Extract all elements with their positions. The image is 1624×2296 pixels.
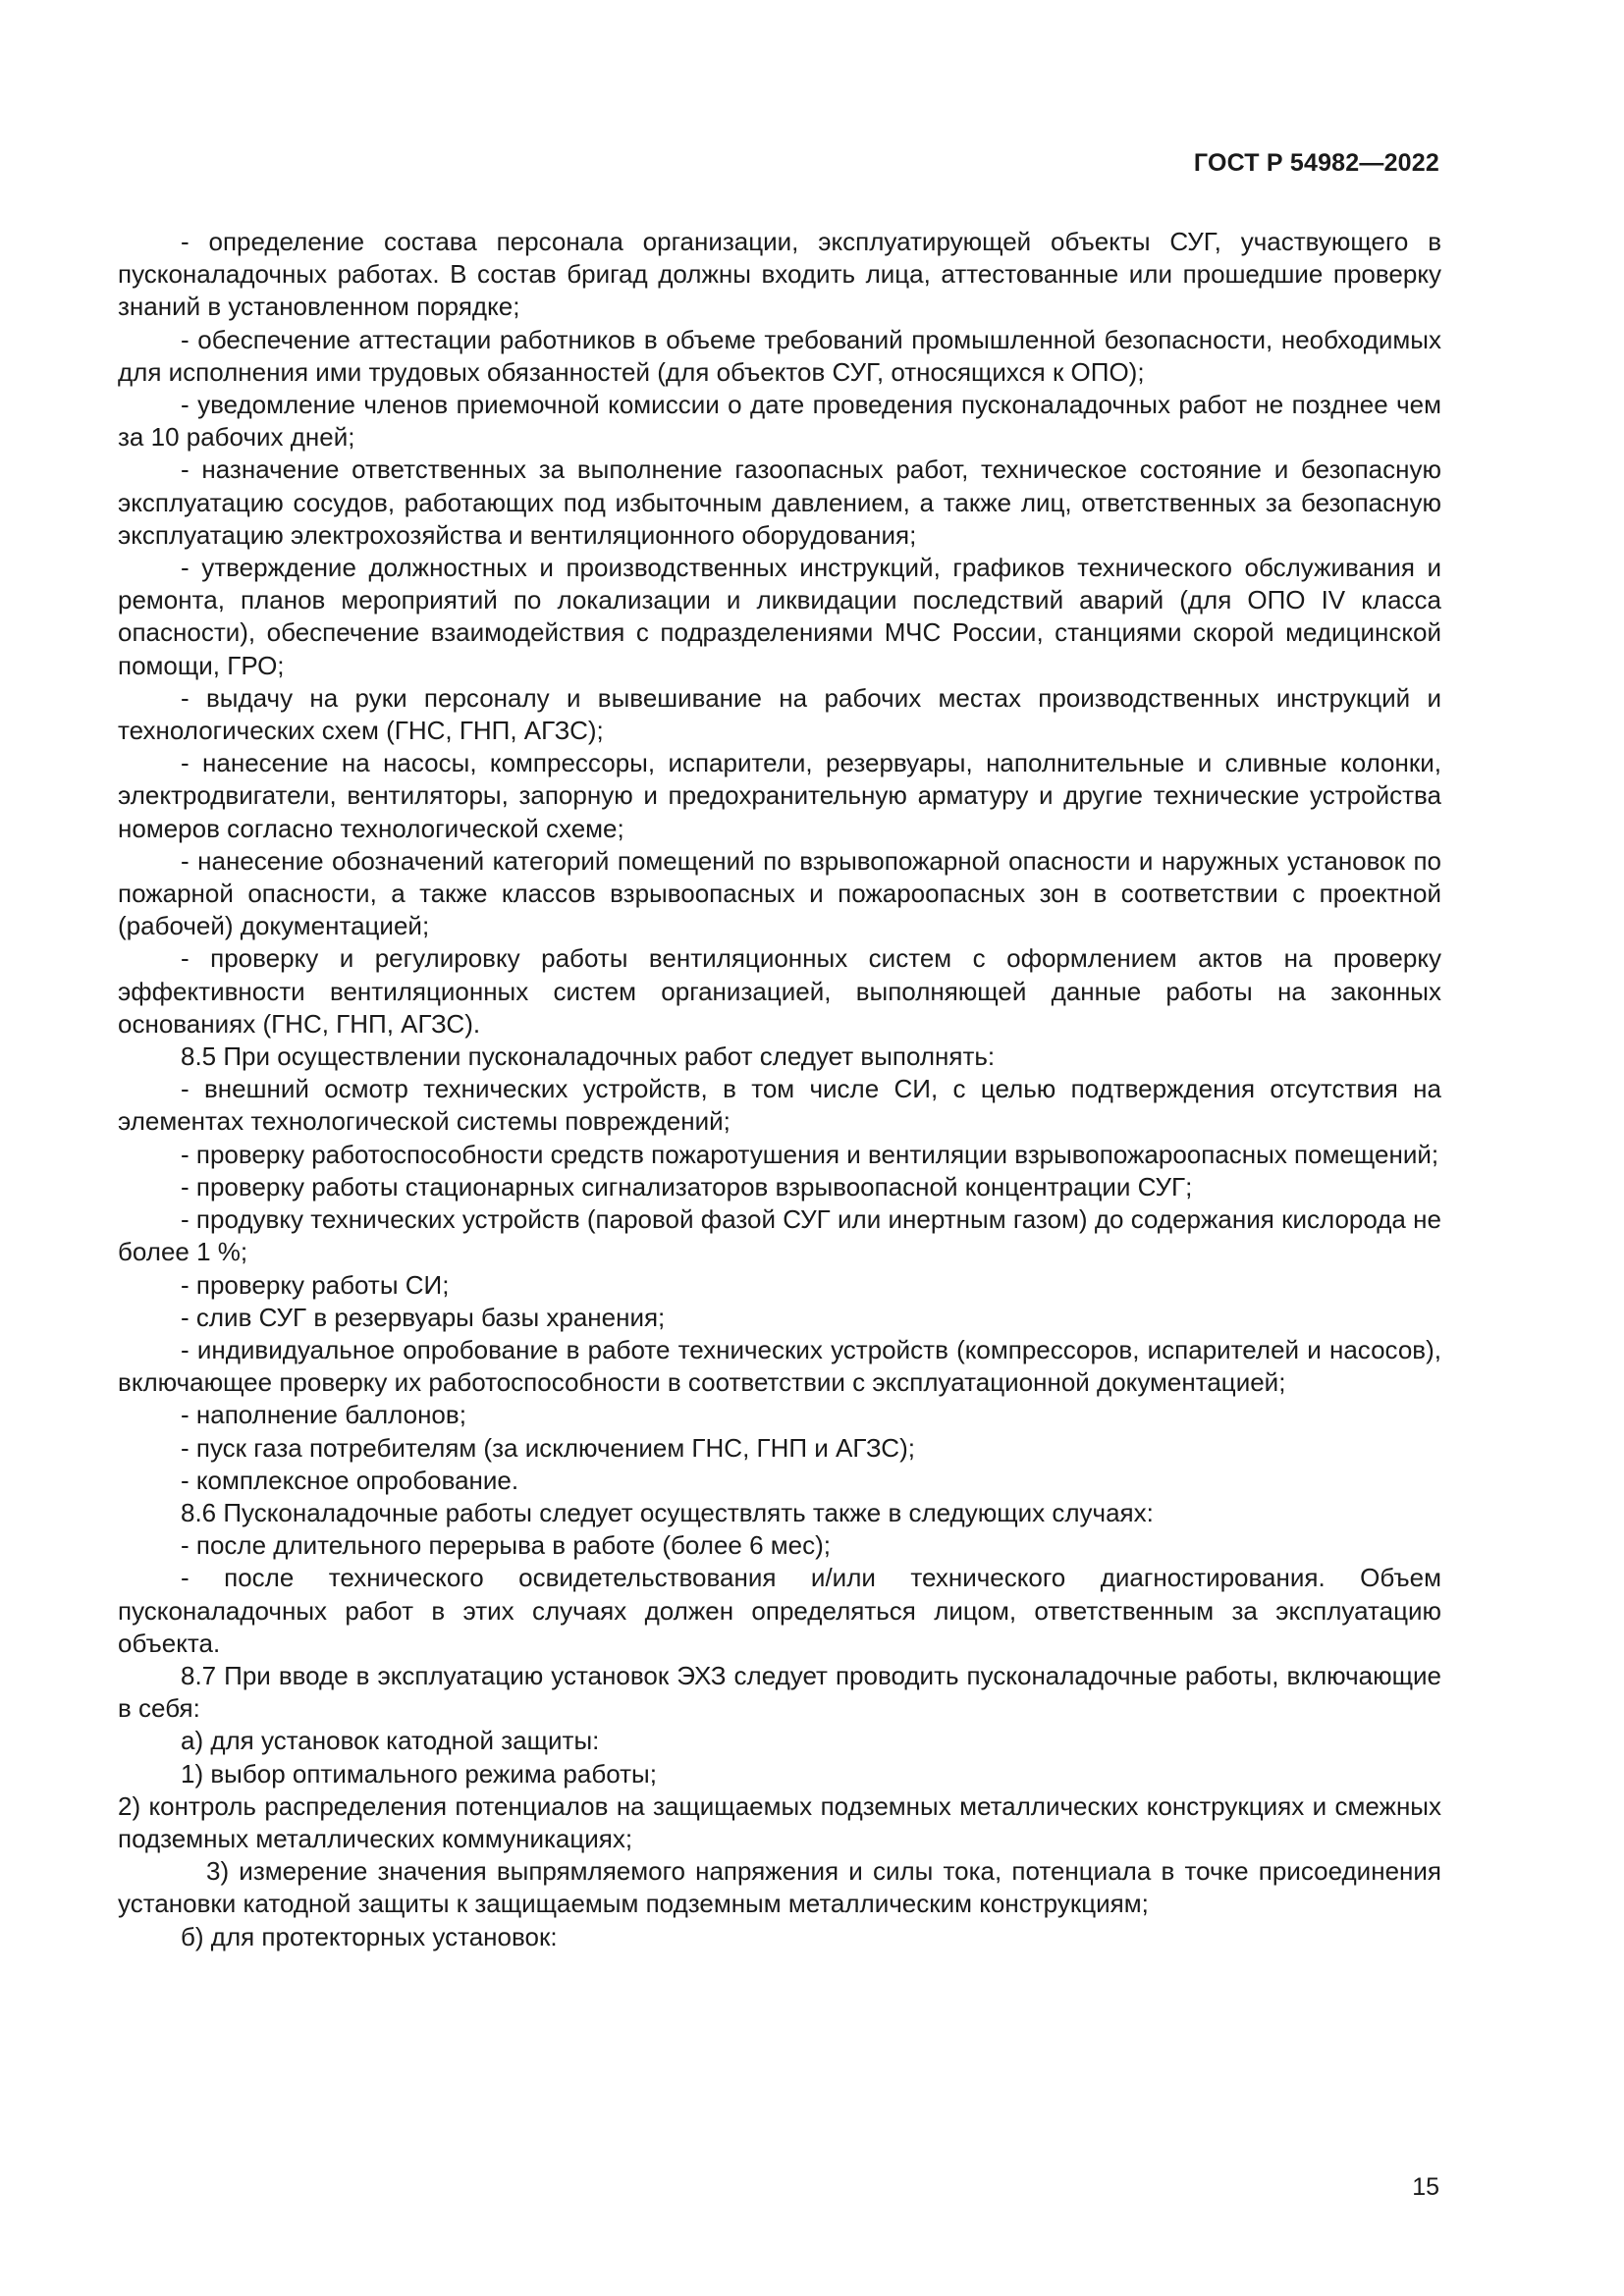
paragraph: - после длительного перерыва в работе (более 6 мес); <box>181 1530 831 1561</box>
paragraph: - проверку работоспособности средств пожаротушения и вентиляции взрывопожароопасных помещений; <box>181 1139 1439 1169</box>
paragraph: - индивидуальное опробование в работе технических устройств (компрессоров, испарителей и насосов), включающее проверку их работоспособности в соответствии с эксплуатационной документацией; <box>118 1334 1441 1398</box>
list-item-b: б) для протекторных установок: <box>181 1921 558 1951</box>
paragraph: - проверку работы стационарных сигнализаторов взрывоопасной концентрации СУГ; <box>181 1171 1193 1201</box>
paragraph: - после технического освидетельствования и/или технического диагностирования. Объем пусконаладочных работ в этих случаях должен определяться лицом, ответственным за эксплуатацию объекта. <box>118 1563 1441 1658</box>
section-8-6-intro: 8.6 Пусконаладочные работы следует осуществлять также в следующих случаях: <box>181 1497 1154 1527</box>
paragraph: - проверку и регулировку работы вентиляционных систем с оформлением актов на проверку эффективности вентиляционных систем организацией, выполняющей данные работы на законных основаниях (ГНС, ГНП, АГЗС). <box>118 943 1441 1039</box>
paragraph: - продувку технических устройств (паровой фазой СУГ или инертным газом) до содержания кислорода не более 1 %; <box>118 1204 1441 1267</box>
list-item-a: а) для установок катодной защиты: <box>181 1726 600 1756</box>
paragraph: - нанесение на насосы, компрессоры, испарители, резервуары, наполнительные и сливные колонки, электродвигатели, вентиляторы, запорную и предохранительную арматуру и другие технические устройства номеров согласно технологической схеме; <box>118 748 1441 843</box>
paragraph: - комплексное опробование. <box>181 1465 519 1495</box>
paragraph: - уведомление членов приемочной комиссии о дате проведения пусконаладочных работ не позднее чем за 10 рабочих дней; <box>118 390 1441 453</box>
paragraph: - обеспечение аттестации работников в объеме требований промышленной безопасности, необходимых для исполнения ими трудовых обязанностей (для объектов СУГ, относящихся к ОПО); <box>118 324 1441 387</box>
paragraph: - проверку работы СИ; <box>181 1269 450 1300</box>
paragraph: - определение состава персонала организации, эксплуатирующей объекты СУГ, участвующего в пусконаладочных работах. В состав бригад должны входить лица, аттестованные или прошедшие проверку знаний в установленном порядке; <box>118 227 1441 322</box>
section-8-7-intro: 8.7 При вводе в эксплуатацию установок ЭХЗ следует проводить пусконаладочные работы, включающие в себя: <box>118 1660 1441 1724</box>
sub-item-3: 3) измерение значения выпрямляемого напряжения и силы тока, потенциала в точке присоединения установки катодной защиты к защищаемым подземным металлическим конструкциям; <box>118 1856 1441 1919</box>
paragraph: - слив СУГ в резервуары базы хранения; <box>181 1302 666 1332</box>
standard-id-header: ГОСТ Р 54982—2022 <box>1193 149 1439 177</box>
page-number: 15 <box>1412 2173 1439 2201</box>
sub-item-1: 1) выбор оптимального режима работы; <box>181 1758 657 1789</box>
sub-item-2: 2) контроль распределения потенциалов на защищаемых подземных металлических конструкциях и смежных подземных металлических коммуникациях; <box>118 1790 1441 1853</box>
paragraph: - утверждение должностных и производственных инструкций, графиков технического обслуживания и ремонта, планов мероприятий по локализации и ликвидации последствий аварий (для ОПО IV класса опасности), обеспечение взаимодействия с подразделениями МЧС России, станциями скорой медицинской помощи, ГРО; <box>118 553 1441 680</box>
document-body <box>118 226 1441 1953</box>
section-8-5-intro: 8.5 При осуществлении пусконаладочных работ следует выполнять: <box>181 1041 996 1072</box>
paragraph: - назначение ответственных за выполнение газоопасных работ, техническое состояние и безопасную эксплуатацию сосудов, работающих под избыточным давлением, а также лиц, ответственных за безопасную эксплуатацию электрохозяйства и вентиляционного оборудования; <box>118 454 1441 550</box>
paragraph: - внешний осмотр технических устройств, в том числе СИ, с целью подтверждения отсутствия на элементах технологической системы повреждений; <box>118 1074 1441 1137</box>
paragraph: - выдачу на руки персоналу и вывешивание на рабочих местах производственных инструкций и технологических схем (ГНС, ГНП, АГЗС); <box>118 682 1441 746</box>
paragraph: - пуск газа потребителям (за исключением ГНС, ГНП и АГЗС); <box>181 1432 915 1463</box>
paragraph: - нанесение обозначений категорий помещений по взрывопожарной опасности и наружных установок по пожарной опасности, а также классов взрывоопасных и пожароопасных зон в соответствии с проектной (рабочей) документацией; <box>118 845 1441 941</box>
paragraph: - наполнение баллонов; <box>181 1400 466 1430</box>
